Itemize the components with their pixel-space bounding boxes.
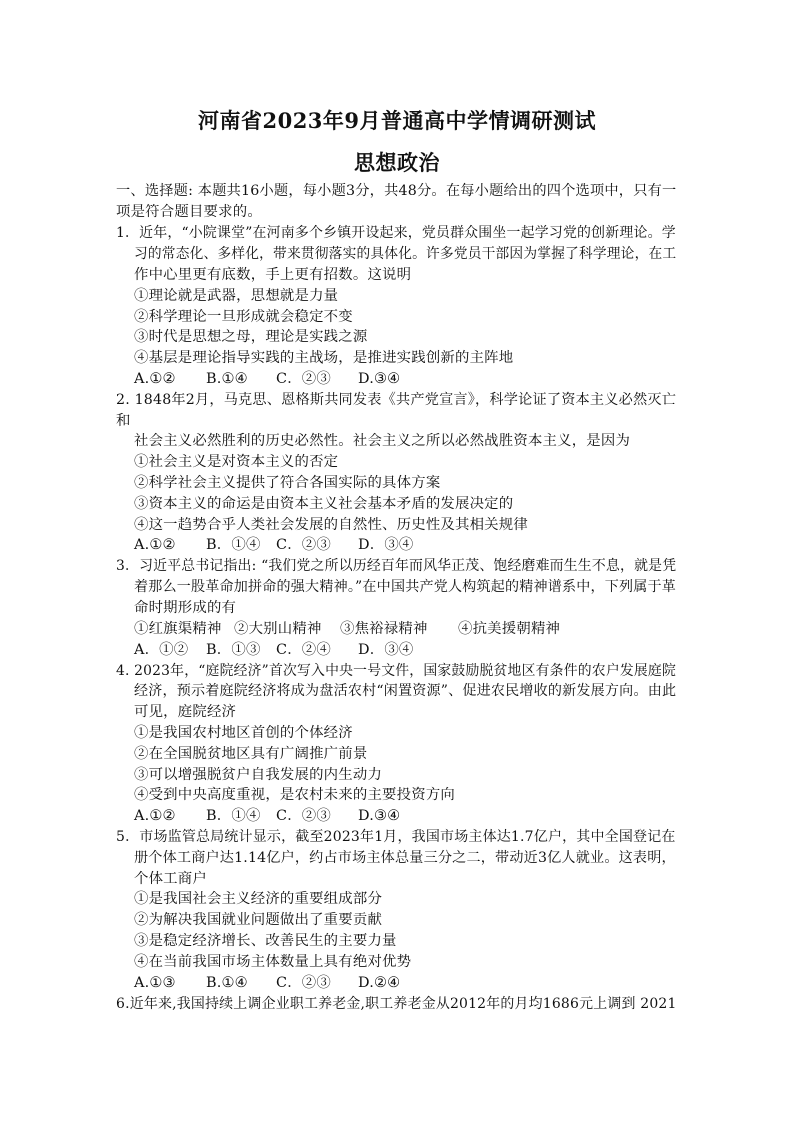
option-b: B.①④ (206, 975, 248, 991)
exam-title: 河南省2023年9月普通高中学情调研测试 (197, 108, 597, 133)
question-1-stem: 1．近年，“小院课堂”在河南多个乡镇开设起来，党员群众围坐一起学习党的创新理论。学 (116, 225, 676, 241)
section-instructions: 项是符合题目要求的。 (116, 204, 262, 220)
option-b: B．①④ (206, 537, 261, 553)
option-b: B．①③ (206, 642, 261, 658)
question-1-options (134, 370, 400, 388)
question-1-item: ①理论就是武器，思想就是力量 (134, 288, 339, 304)
subject-title: 思想政治 (354, 150, 440, 175)
question-4-item: ①是我国农村地区首创的个体经济 (134, 725, 353, 741)
question-2-stem: 2. 1848年2月，马克思、恩格斯共同发表《共产党宣言》，科学论证了资本主义必然灭亡 (116, 392, 677, 408)
question-4-stem: 经济，预示着庭院经济将成为盘活农村“闲置资源”、促进农民增收的新发展方向。由此 (134, 683, 677, 699)
option-a: A.①② (134, 808, 176, 824)
question-3-stem: 3．习近平总书记指出: “我们党之所以历经百年而风华正茂、饱经磨难而生生不息，就是凭 (116, 558, 677, 574)
question-2-item: ①社会主义是对资本主义的否定 (134, 454, 339, 470)
option-c: C．②③ (276, 975, 331, 991)
question-6-stem: 6.近年来,我国持续上调企业职工养老金,职工养老金从2012年的月均1686元上调到 2021 (116, 996, 677, 1012)
option-d: D．③④ (358, 537, 414, 553)
question-4-stem: 可见，庭院经济 (134, 704, 237, 720)
question-1-item: ②科学理论一旦形成就会稳定不变 (134, 309, 353, 325)
question-3-item: ④抗美援朝精神 (458, 621, 561, 637)
option-d: D.③④ (358, 371, 401, 387)
option-c: C．②③ (276, 371, 331, 387)
question-2-item: ④这一趋势合乎人类社会发展的自然性、历史性及其相关规律 (134, 517, 528, 533)
option-c: C．②④ (276, 642, 331, 658)
question-3-item: ②大别山精神 (234, 621, 322, 637)
question-1-stem: 作中心里更有底数，手上更有招数。这说明 (134, 267, 412, 283)
question-1-item: ③时代是思想之母，理论是实践之源 (134, 329, 368, 345)
option-a: A．①② (134, 642, 189, 658)
question-5-item: ④在当前我国市场主体数量上具有绝对优势 (134, 954, 412, 970)
question-5-item: ②为解决我国就业问题做出了重要贡献 (134, 912, 383, 928)
question-2-item: ③资本主义的命运是由资本主义社会基本矛盾的发展决定的 (134, 496, 514, 512)
option-d: D．③④ (358, 642, 414, 658)
question-3-items (134, 620, 560, 638)
question-4-item: ③可以增强脱贫户自我发展的内生动力 (134, 767, 383, 783)
question-2-stem: 和 (116, 413, 131, 429)
question-5-stem: 个体工商户 (134, 871, 207, 887)
question-3-stem: 着那么一股革命加拼命的强大精神。”在中国共产党人构筑起的精神谱系中，下列属于革 (134, 579, 677, 595)
question-3-item: ①红旗渠精神 (134, 621, 222, 637)
question-5-item: ①是我国社会主义经济的重要组成部分 (134, 891, 383, 907)
question-3-options (134, 641, 414, 659)
option-b: B．①④ (206, 808, 261, 824)
option-a: A.①③ (134, 975, 176, 991)
question-4-stem: 4. 2023年，“庭院经济”首次写入中央一号文件，国家鼓励脱贫地区有条件的农户发展庭院 (116, 663, 677, 679)
question-4-options (134, 807, 400, 825)
section-instructions: 一、选择题: 本题共16小题，每小题3分，共48分。在每小题给出的四个选项中，只有一 (116, 183, 677, 199)
question-2-item: ②科学社会主义提供了符合各国实际的具体方案 (134, 475, 441, 491)
question-5-options (134, 974, 400, 992)
option-d: D.②④ (358, 975, 401, 991)
question-4-item: ④受到中央高度重视，是农村未来的主要投资方向 (134, 787, 455, 803)
option-a: A.①② (134, 371, 176, 387)
question-2-stem: 社会主义必然胜利的历史必然性。社会主义之所以必然战胜资本主义，是因为 (134, 433, 631, 449)
question-1-item: ④基层是理论指导实践的主战场，是推进实践创新的主阵地 (134, 350, 514, 366)
question-4-item: ②在全国脱贫地区具有广阔推广前景 (134, 746, 368, 762)
option-a: A.①② (134, 537, 176, 553)
question-3-stem: 命时期形成的有 (134, 600, 237, 616)
question-3-item: ③焦裕禄精神 (340, 621, 428, 637)
question-5-stem: 5．市场监管总局统计显示，截至2023年1月，我国市场主体达1.7亿户，其中全国登记在 (116, 829, 676, 845)
option-c: C．②③ (276, 537, 331, 553)
question-5-item: ③是稳定经济增长、改善民生的主要力量 (134, 933, 397, 949)
question-2-options (134, 536, 414, 554)
option-b: B.①④ (206, 371, 248, 387)
question-1-stem: 习的常态化、多样化，带来贯彻落实的具体化。许多党员干部因为掌握了科学理论，在工 (134, 246, 677, 262)
option-d: D.③④ (358, 808, 401, 824)
question-5-stem: 册个体工商户达1.14亿户，约占市场主体总量三分之二，带动近3亿人就业。这表明， (134, 850, 676, 866)
option-c: C．②③ (276, 808, 331, 824)
